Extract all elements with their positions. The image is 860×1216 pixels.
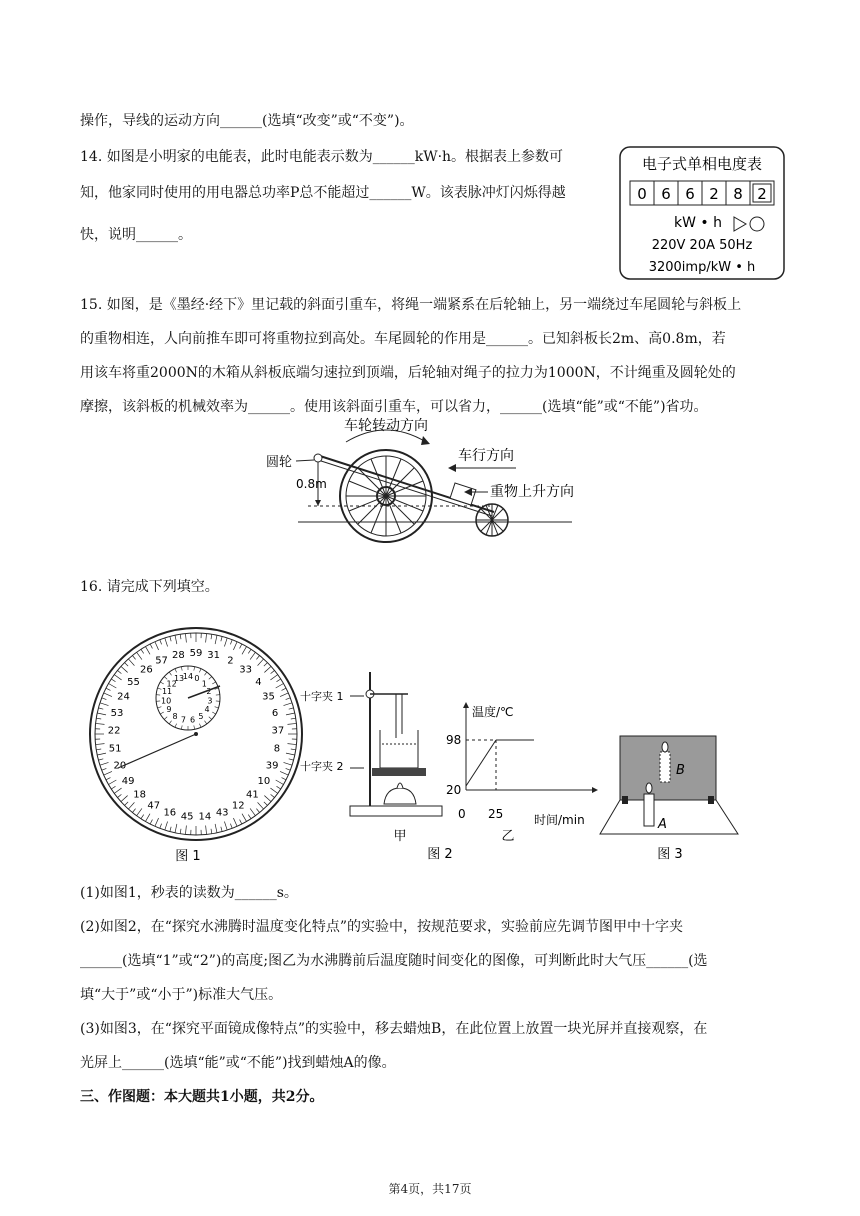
dial-tick	[287, 744, 296, 745]
dial-tick	[100, 703, 109, 706]
dial-tick	[271, 794, 275, 797]
dial-tick	[98, 759, 103, 760]
y-tick: 98	[446, 733, 462, 747]
dial-tick	[233, 642, 237, 650]
dial-tick	[264, 666, 271, 672]
dial-tick	[125, 802, 129, 806]
dial-number: 59	[189, 648, 203, 659]
dial-number: 35	[262, 691, 275, 703]
dial-tick	[118, 670, 122, 673]
meter-spec: 3200imp/kW • h	[648, 260, 756, 275]
dial-tick	[221, 827, 222, 832]
dial-tick	[277, 786, 281, 789]
question-16-part-2-line-2: ______(选填“1”或“2”)的高度;图乙为水沸腾前后温度随时间变化的图像，可判断此时大气压______(选	[80, 953, 708, 969]
meter-digit: 0	[637, 185, 647, 203]
dial-tick	[102, 698, 107, 700]
dial-number: 53	[110, 708, 124, 720]
dial-tick	[240, 644, 242, 648]
inner-dial-tick	[204, 672, 206, 675]
inner-dial-tick	[194, 667, 195, 671]
dial-tick	[271, 670, 275, 673]
dial-number: 43	[215, 807, 229, 819]
dial-tick	[256, 656, 259, 660]
dial-number: 4	[255, 676, 262, 688]
question-14-line-2: 知，他家同时使用的用电器总功率P总不能超过______W。该表脉冲灯闪烁得越	[80, 185, 566, 201]
dial-tick	[258, 659, 264, 666]
incline-cart-figure	[258, 416, 578, 548]
inner-dial-number: 14	[182, 672, 194, 681]
question-14-line-1: 14. 如图是小明家的电能表，此时电能表示数为______kW·h。根据表上参数可	[80, 149, 564, 165]
inner-dial-tick	[204, 721, 206, 724]
dial-tick	[233, 818, 237, 826]
dial-tick	[224, 638, 227, 647]
inner-dial-number: 0	[194, 673, 200, 683]
dial-tick	[111, 786, 115, 789]
dial-tick	[264, 663, 268, 667]
inner-dial-number: 10	[161, 696, 172, 706]
section-heading: 三、作图题：本大题共1小题，共2分。	[80, 1089, 324, 1105]
dial-tick	[258, 802, 264, 809]
dial-number: 57	[155, 655, 168, 667]
rise-label: 重物上升方向	[490, 484, 574, 500]
beaker	[380, 730, 418, 768]
dial-tick	[286, 768, 291, 770]
pulley-wheel	[314, 454, 322, 462]
inner-dial-tick	[158, 707, 162, 708]
dial-number: 47	[147, 800, 161, 812]
dial-tick	[160, 824, 162, 829]
dial-tick	[286, 698, 291, 700]
inner-dial-tick	[181, 725, 182, 729]
dial-tick	[270, 675, 277, 680]
dial-tick	[180, 634, 181, 639]
dial-number: 6	[271, 708, 279, 720]
plane-mirror-figure	[598, 730, 742, 866]
dial-number: 41	[246, 789, 259, 801]
inner-dial-tick	[175, 724, 177, 728]
travel-label: 车行方向	[458, 448, 514, 464]
inner-dial-number: 2	[206, 687, 212, 697]
dial-tick	[206, 634, 207, 643]
cart-small-wheel	[476, 504, 508, 536]
dial-number: 18	[133, 789, 146, 801]
wheel-label: 圆轮	[266, 455, 293, 470]
dial-tick	[175, 635, 177, 644]
meter-digit: 6	[685, 185, 695, 203]
inner-dial-tick	[212, 712, 215, 714]
candle-a-label: A	[658, 817, 667, 832]
cart-big-wheel	[340, 450, 432, 542]
dial-tick	[250, 808, 255, 815]
dial-tick	[104, 771, 112, 775]
dial-tick	[97, 753, 106, 755]
dial-tick	[282, 688, 286, 690]
inner-dial-number: 9	[166, 705, 172, 714]
dial-tick	[250, 652, 255, 659]
dial-number: 20	[113, 760, 127, 772]
dial-number: 28	[172, 649, 185, 661]
meter-digit: 2	[709, 185, 719, 203]
heating-line	[466, 740, 496, 786]
dial-tick	[282, 778, 286, 780]
dial-tick	[283, 703, 292, 706]
dial-tick	[111, 679, 115, 682]
fig2-label: 图 2	[427, 847, 453, 862]
electric-meter-figure	[618, 145, 786, 285]
wire-gauze	[372, 768, 426, 776]
dial-tick	[221, 636, 222, 641]
dial-tick	[128, 802, 134, 809]
dial-tick	[215, 635, 217, 644]
meter-digit: 2	[757, 185, 767, 203]
dial-tick	[287, 723, 296, 724]
dial-tick	[256, 809, 259, 813]
dial-tick	[276, 780, 284, 785]
dial-tick	[150, 820, 152, 824]
dial-tick	[211, 634, 212, 639]
dial-tick	[180, 829, 181, 834]
y-tick: 20	[446, 783, 462, 797]
dial-tick	[276, 684, 284, 689]
fig3-label: 图 3	[657, 847, 683, 862]
dial-tick	[170, 827, 171, 832]
question-16-title: 16. 请完成下列填空。	[80, 579, 219, 595]
dial-tick	[289, 708, 294, 709]
question-15-line-3: 用该车将重2000N的木箱从斜板底端匀速拉到顶端，后轮轴对绳子的拉力为1000N，不计绳重及圆轮处的	[80, 365, 736, 381]
inner-dial-number: 1	[201, 679, 207, 689]
inner-dial-tick	[158, 688, 162, 689]
dial-tick	[96, 723, 105, 724]
dial-tick	[104, 693, 112, 697]
stopwatch-figure	[88, 618, 308, 868]
inner-dial-tick	[209, 677, 212, 680]
dial-tick	[248, 815, 251, 819]
dial-tick	[286, 753, 295, 755]
dial-tick	[264, 796, 271, 802]
inner-dial-tick	[164, 717, 167, 720]
dial-tick	[286, 713, 295, 715]
dial-tick	[155, 642, 159, 650]
dial-tick	[146, 647, 151, 655]
dial-number: 51	[108, 743, 122, 755]
inner-dial-tick	[194, 725, 195, 729]
dial-tick	[132, 656, 135, 660]
dial-tick	[141, 649, 144, 653]
dial-tick	[291, 718, 296, 719]
dial-number: 22	[107, 725, 121, 737]
dial-tick	[165, 638, 168, 647]
meter-spec: 220V 20A 50Hz	[651, 238, 753, 253]
inner-dial-number: 6	[190, 715, 196, 725]
dial-number: 55	[127, 676, 140, 688]
dial-tick	[128, 659, 134, 666]
dial-number: 12	[231, 800, 245, 812]
dial-tick	[106, 688, 110, 690]
dial-tick	[248, 649, 251, 653]
inner-dial-tick	[199, 724, 201, 728]
inner-dial-tick	[181, 667, 182, 671]
height-label: 0.8m	[296, 477, 327, 491]
table-surface	[600, 800, 738, 834]
dial-tick	[96, 744, 105, 745]
question-16-part-2-line-3: 填“大于”或“小于”)标准大气压。	[80, 987, 283, 1003]
dial-tick	[96, 718, 101, 719]
dial-tick	[98, 708, 103, 709]
candle-b	[660, 752, 670, 782]
dial-tick	[215, 824, 217, 833]
question-16-part-2-line-1: (2)如图2，在“探究水沸腾时温度变化特点”的实验中，按规范要求，实验前应先调节图甲中十字夹	[80, 919, 684, 935]
fig1-label: 图 1	[175, 849, 201, 864]
question-16-part-1: (1)如图1，秒表的读数为______s。	[80, 885, 298, 901]
dial-tick	[141, 815, 144, 819]
candle-a	[644, 794, 654, 826]
question-15-line-1: 15. 如图，是《墨经·经下》里记载的斜面引重车，将绳一端紧系在后轮轴上，另一端绕过车尾圆轮与斜板上	[80, 297, 742, 313]
dial-tick	[125, 663, 129, 667]
dial-tick	[121, 796, 128, 802]
dial-number: 24	[117, 691, 130, 703]
dial-tick	[97, 713, 106, 715]
dial-tick	[121, 666, 128, 672]
text-line: 操作，导线的运动方向______(选填“改变”或“不变”)。	[80, 113, 414, 129]
dial-tick	[224, 821, 227, 830]
meter-unit: kW • h	[674, 215, 722, 231]
dial-number: 2	[227, 655, 234, 667]
dial-number: 39	[265, 760, 279, 772]
inner-dial-tick	[175, 669, 177, 673]
dial-tick	[175, 824, 177, 833]
dial-tick	[240, 820, 242, 824]
meter-digits	[630, 181, 774, 205]
temp-axis-label: 温度/℃	[472, 705, 514, 719]
dial-tick	[114, 675, 121, 680]
inner-dial-number: 8	[172, 711, 178, 721]
inner-dial-number: 12	[166, 679, 177, 689]
dial-tick	[185, 825, 186, 834]
dial-tick	[230, 824, 232, 829]
meter-digit: 6	[661, 185, 671, 203]
dial-tick	[277, 679, 281, 682]
question-15-line-2: 的重物相连，人向前推车即可将重物拉到高处。车尾圆轮的作用是______。已知斜板长2m、高0.8m，若	[80, 331, 726, 347]
pulse-light-icon	[750, 217, 764, 231]
page-footer: 第4页，共17页	[388, 1182, 472, 1196]
inner-dial-tick	[160, 682, 163, 684]
dial-number: 14	[198, 811, 212, 823]
dial-tick	[291, 749, 296, 750]
inner-dial-tick	[212, 682, 215, 684]
inner-dial-tick	[169, 721, 171, 724]
question-15-line-4: 摩擦，该斜板的机械效率为______。使用该斜面引重车，可以省力，______(选填“能”或“不能”)省功。	[80, 399, 708, 415]
dial-number: 10	[257, 776, 271, 788]
dial-tick	[114, 788, 121, 793]
stand-base	[350, 806, 442, 816]
dial-number: 26	[140, 664, 153, 676]
inner-dial-tick	[209, 717, 212, 720]
dial-number: 37	[271, 725, 285, 737]
question-14-line-3: 快，说明______。	[80, 227, 192, 243]
inner-dial-tick	[169, 672, 171, 675]
jia-label: 甲	[393, 829, 407, 844]
second-hand	[118, 734, 196, 768]
dial-tick	[137, 652, 142, 659]
dial-tick	[146, 814, 151, 822]
dial-tick	[132, 809, 135, 813]
inner-dial-number: 3	[207, 696, 213, 706]
candle-b-label: B	[676, 763, 685, 778]
alcohol-lamp	[384, 788, 416, 804]
meter-digit: 8	[733, 185, 743, 203]
inner-dial-number: 11	[161, 687, 173, 697]
inner-dial-number: 5	[198, 711, 204, 721]
dial-number: 45	[180, 811, 194, 823]
rotation-label: 车轮转动方向	[344, 418, 428, 434]
temperature-time-graph	[446, 702, 598, 844]
dial-tick	[160, 640, 162, 645]
dial-tick	[170, 636, 171, 641]
dial-tick	[242, 814, 247, 822]
dial-tick	[185, 634, 186, 643]
dial-tick	[165, 821, 168, 830]
yi-label: 乙	[501, 829, 515, 844]
dial-tick	[211, 829, 212, 834]
clamp2-label: 十字夹 2	[300, 760, 344, 773]
meter-title: 电子式单相电度表	[641, 155, 763, 173]
dial-tick	[283, 762, 292, 765]
dial-tick	[137, 808, 142, 815]
dial-number: 49	[121, 776, 135, 788]
inner-dial-tick	[199, 669, 201, 673]
clamp1-label: 十字夹 1	[300, 690, 344, 703]
dial-tick	[102, 768, 107, 770]
dial-number: 8	[273, 743, 281, 755]
boiling-figure	[300, 658, 600, 868]
dial-tick	[242, 647, 247, 655]
pulse-light-icon	[734, 217, 746, 231]
dial-tick	[96, 749, 101, 750]
question-16-part-3-line-2: 光屏上______(选填“能”或“不能”)找到蜡烛A的像。	[80, 1055, 396, 1071]
heavy-box	[450, 483, 476, 505]
dial-number: 31	[207, 649, 220, 661]
dial-tick	[109, 684, 117, 689]
dial-tick	[230, 640, 232, 645]
time-axis-label: 时间/min	[534, 813, 585, 827]
dial-number: 16	[163, 807, 177, 819]
dial-tick	[280, 693, 288, 697]
inner-dial-number: 7	[180, 715, 186, 725]
dial-tick	[150, 644, 152, 648]
dial-tick	[264, 802, 268, 806]
dial-tick	[206, 825, 207, 834]
dial-tick	[155, 818, 159, 826]
dial-tick	[106, 778, 110, 780]
inner-dial-number: 13	[173, 673, 185, 683]
dial-tick	[100, 762, 109, 765]
dial-tick	[270, 788, 277, 793]
inner-dial-tick	[160, 712, 163, 714]
inner-dial-tick	[215, 707, 219, 708]
dial-tick	[289, 759, 294, 760]
dial-number: 33	[239, 664, 252, 676]
dial-tick	[280, 771, 288, 775]
x-tick: 0	[458, 807, 466, 821]
dial-tick	[109, 780, 117, 785]
x-tick: 25	[488, 807, 504, 821]
dial-tick	[118, 794, 122, 797]
question-16-part-3-line-1: (3)如图3，在“探究平面镜成像特点”的实验中，移去蜡烛B，在此位置上放置一块光屏并直接观察，在	[80, 1021, 708, 1037]
inner-dial-number: 4	[204, 705, 210, 714]
